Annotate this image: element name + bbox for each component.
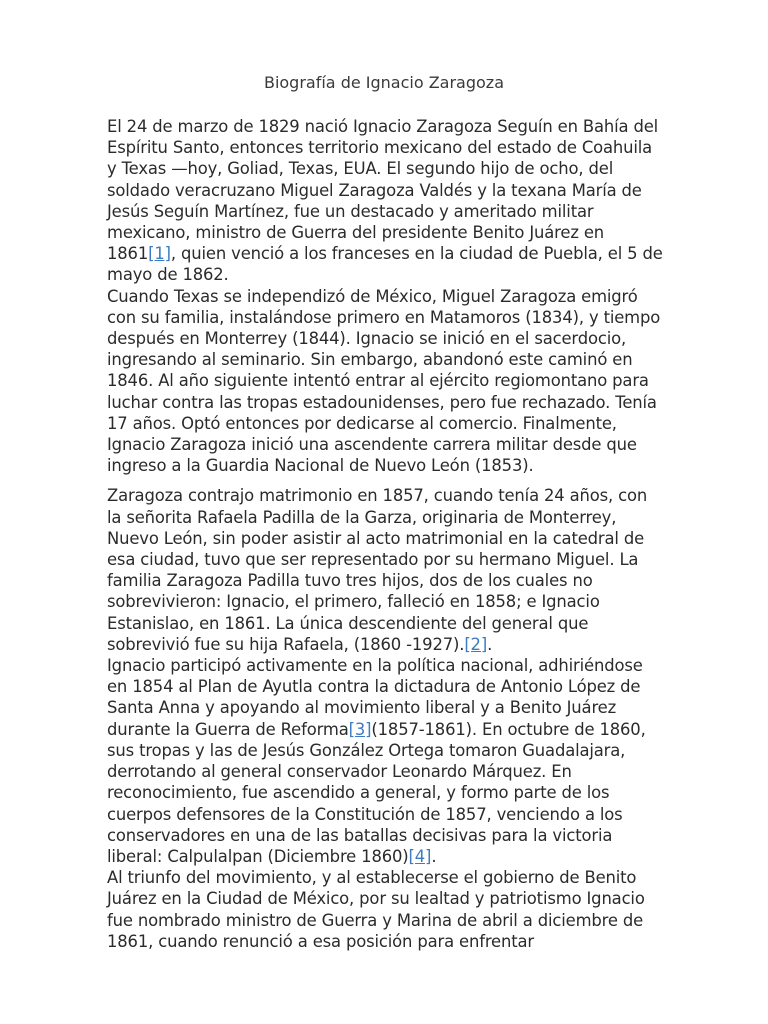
paragraph-text: El 24 de marzo de 1829 nació Ignacio Zaragoza Seguín en Bahía del Espíritu Santo, entonces territorio mexicano del estado de Coahuila y Texas —hoy, Goliad, Texas, EUA. El segundo hijo de ocho, del soldado veracruzano Miguel Zaragoza Valdés y la texana María de Jesús Seguín Martínez, fue un destacado y ameritado militar mexicano, ministro de Guerra del presidente Benito Juárez en 1861 — [107, 117, 659, 264]
page-title: Biografía de Ignacio Zaragoza — [263, 73, 505, 92]
footnote-link-1[interactable]: [1] — [148, 244, 171, 264]
paragraph-politics — [107, 655, 663, 867]
paragraph-birth — [107, 116, 663, 286]
paragraph-text: Zaragoza contrajo matrimonio en 1857, cuando tenía 24 años, con la señorita Rafaela Padilla de la Garza, originaria de Monterrey, Nuevo León, sin poder asistir al acto matrimonial en la catedral de esa ciudad, tuvo que ser representado por su hermano Miguel. La familia Zaragoza Padilla tuvo tres hijos, dos de los cuales no sobrevivieron: Ignacio, el primero, falleció en 1858; e Ignacio Estanislao, en 1861. La única descendiente del general que sobrevivió fue su hija Rafaela, (1860 -1927). — [107, 486, 648, 654]
paragraph-text: Ignacio participó activamente en la política nacional, adhiriéndose en 1854 al Plan de Ayutla contra la dictadura de Antonio López de Santa Anna y apoyando al movimiento liberal y a Benito Juárez durante la Guerra de Reforma — [107, 656, 643, 739]
paragraph-ministry: Al triunfo del movimiento, y al establecerse el gobierno de Benito Juárez en la Ciudad de México, por su lealtad y patriotismo Ignacio fue nombrado ministro de Guerra y Marina de abril a diciembre de 1861, cuando renunció a esa posición para enfrentar — [107, 868, 645, 951]
paragraph-text: . — [487, 634, 493, 654]
paragraph-text: , quien venció a los franceses en la ciudad de Puebla, el 5 de mayo de 1862. — [107, 244, 663, 285]
footnote-link-2[interactable]: [2] — [464, 634, 488, 654]
paragraph-marriage — [107, 485, 663, 655]
footnote-link-4[interactable]: [4] — [408, 846, 432, 866]
paragraph-text: (1857-1861). En octubre de 1860, sus tropas y las de Jesús González Ortega tomaron Guadalajara, derrotando al general conservador Leonardo Márquez. En reconocimiento, fue ascendido a general, y formo parte de los cuerpos defensores de la Constitución de 1857, venciendo a los conservadores en una de las batallas decisivas para la victoria liberal: Calpulalpan (Diciembre 1860) — [107, 719, 646, 866]
paragraph-text: . — [431, 846, 437, 866]
paragraph-early-life: Cuando Texas se independizó de México, Miguel Zaragoza emigró con su familia, instalándose primero en Matamoros (1834), y tiempo después en Monterrey (1844). Ignacio se inició en el sacerdocio, ingresando al seminario. Sin embargo, abandonó este caminó en 1846. Al año siguiente intentó entrar al ejército regiomontano para luchar contra las tropas estadounidenses, pero fue rechazado. Tenía 17 años. Optó entonces por dedicarse al comercio. Finalmente, Ignacio Zaragoza inició una ascendente carrera militar desde que ingreso a la Guardia Nacional de Nuevo León (1853). — [107, 286, 661, 476]
footnote-link-3[interactable]: [3] — [348, 719, 372, 739]
document-body — [107, 116, 663, 952]
